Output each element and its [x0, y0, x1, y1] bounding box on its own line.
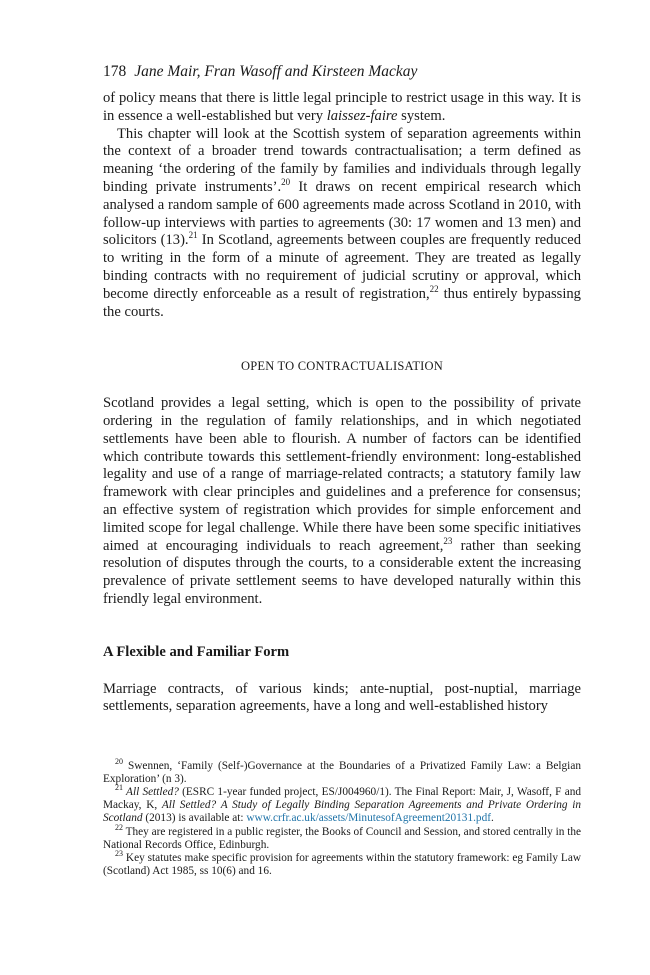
paragraph-1-text-b: system.: [397, 107, 446, 124]
paragraph-1: [103, 90, 581, 126]
footnote-number: 23: [115, 849, 123, 858]
footnote-number: 21: [115, 783, 123, 793]
paragraph-2-text-a: This chapter will look at the Scottish system of separation agreements within the context of a broader trend towards contractualisation; a term defined as meaning ‘the ordering of the family by families and individuals through legally binding private instruments’.: [103, 125, 581, 195]
paragraph-2: [103, 126, 581, 322]
running-head-authors: Jane Mair, Fran Wasoff and Kirsteen Mackay: [134, 63, 418, 80]
footnote-text: Swennen, ‘Family (Self-)Governance at the Boundaries of a Privatized Family Law: a Belgian Exploration’ (n 3).: [103, 760, 581, 786]
footnote-ref-22[interactable]: 22: [429, 283, 439, 294]
footnote-text: .: [491, 812, 494, 825]
footnote-number: 22: [115, 822, 123, 832]
footnote-text: Key statutes make specific provision for agreements within the statutory framework: eg Family Law (Scotland) Act 1985, ss 10(6) and 16.: [103, 851, 581, 877]
footnote-italic-report-title: All Settled? A Study of Legally Binding Separation Agreements and Private Ordering in Scotland: [103, 799, 582, 825]
footnote-20: [103, 757, 581, 786]
footnote-21: [103, 783, 582, 825]
paragraph-2-text-b: It draws on recent empirical research which analysed a random sample of 600 agreements made across Scotland in 2010, with follow-up interviews with parties to agreements (30: 17 women and 13 men) and solicitors (13).: [103, 178, 581, 249]
page-number: 178: [103, 63, 127, 80]
paragraph-2-text-c: In Scotland, agreements between couples are frequently reduced to writing in the form of a minute of agreement. They are treated as legally binding contracts with no requirement of judicial scrutiny or approval, which become directly enforceable as a result of registration,: [103, 232, 581, 302]
footnote-text: They are registered in a public register, the Books of Council and Session, and stored centrally in the National Records Office, Edinburgh.: [103, 825, 581, 851]
page: [103, 62, 581, 878]
paragraph-3-text-a: Scotland provides a legal setting, which is open to the possibility of private ordering in the regulation of family relationships, and in which negotiated settlements have been able to flourish. A number of factors can be identified which contribute towards this settlement-friendly environment: long-established legality and use of a range of marriage-related contracts; a statutory family law framework with clear principles and guidelines and a preference for consensus; an effective system of registration which provides for simple enforcement and limited scope for legal challenge. While there have been some specific initiatives aimed at encouraging individuals to reach agreement,: [103, 395, 581, 554]
footnotes: [103, 757, 582, 878]
report-link[interactable]: www.crfr.ac.uk/assets/MinutesofAgreement20131.pdf: [246, 812, 491, 825]
footnote-ref-21[interactable]: 21: [188, 230, 198, 241]
running-head: [103, 62, 581, 90]
paragraph-1-text-a: of policy means that there is little legal principle to restrict usage in this way. It is in essence a well-established but very: [103, 90, 581, 124]
subsection-heading: A Flexible and Familiar Form: [103, 643, 290, 660]
footnote-italic-title: All Settled?: [123, 786, 179, 799]
footnote-ref-23[interactable]: 23: [443, 535, 453, 546]
paragraph-3: [103, 395, 581, 609]
footnote-text: (ESRC 1-year funded project, ES/J004960/1). The Final Report: Mair, J, Wasoff, F and Mackay, K,: [103, 786, 581, 812]
footnote-ref-20[interactable]: 20: [281, 177, 291, 188]
paragraph-3-text-b: rather than seeking resolution of disputes through the courts, to a considerable extent the increasing prevalence of private settlement seems to have developed naturally within this friendly legal environment.: [103, 537, 581, 607]
paragraph-4: Marriage contracts, of various kinds; ante-nuptial, post-nuptial, marriage settlements, separation agreements, have a long and well-established history: [103, 680, 581, 715]
footnote-22: [103, 822, 581, 852]
footnote-text: (2013) is available at:: [142, 812, 247, 825]
footnote-23: [103, 849, 581, 878]
footnote-number: 20: [115, 757, 123, 767]
paragraph-2-text-d: thus entirely bypassing the courts.: [103, 285, 581, 320]
body-text: [103, 90, 581, 716]
section-heading: OPEN TO CONTRACTUALISATION: [241, 359, 443, 374]
paragraph-1-italic: laissez-faire: [326, 107, 398, 124]
